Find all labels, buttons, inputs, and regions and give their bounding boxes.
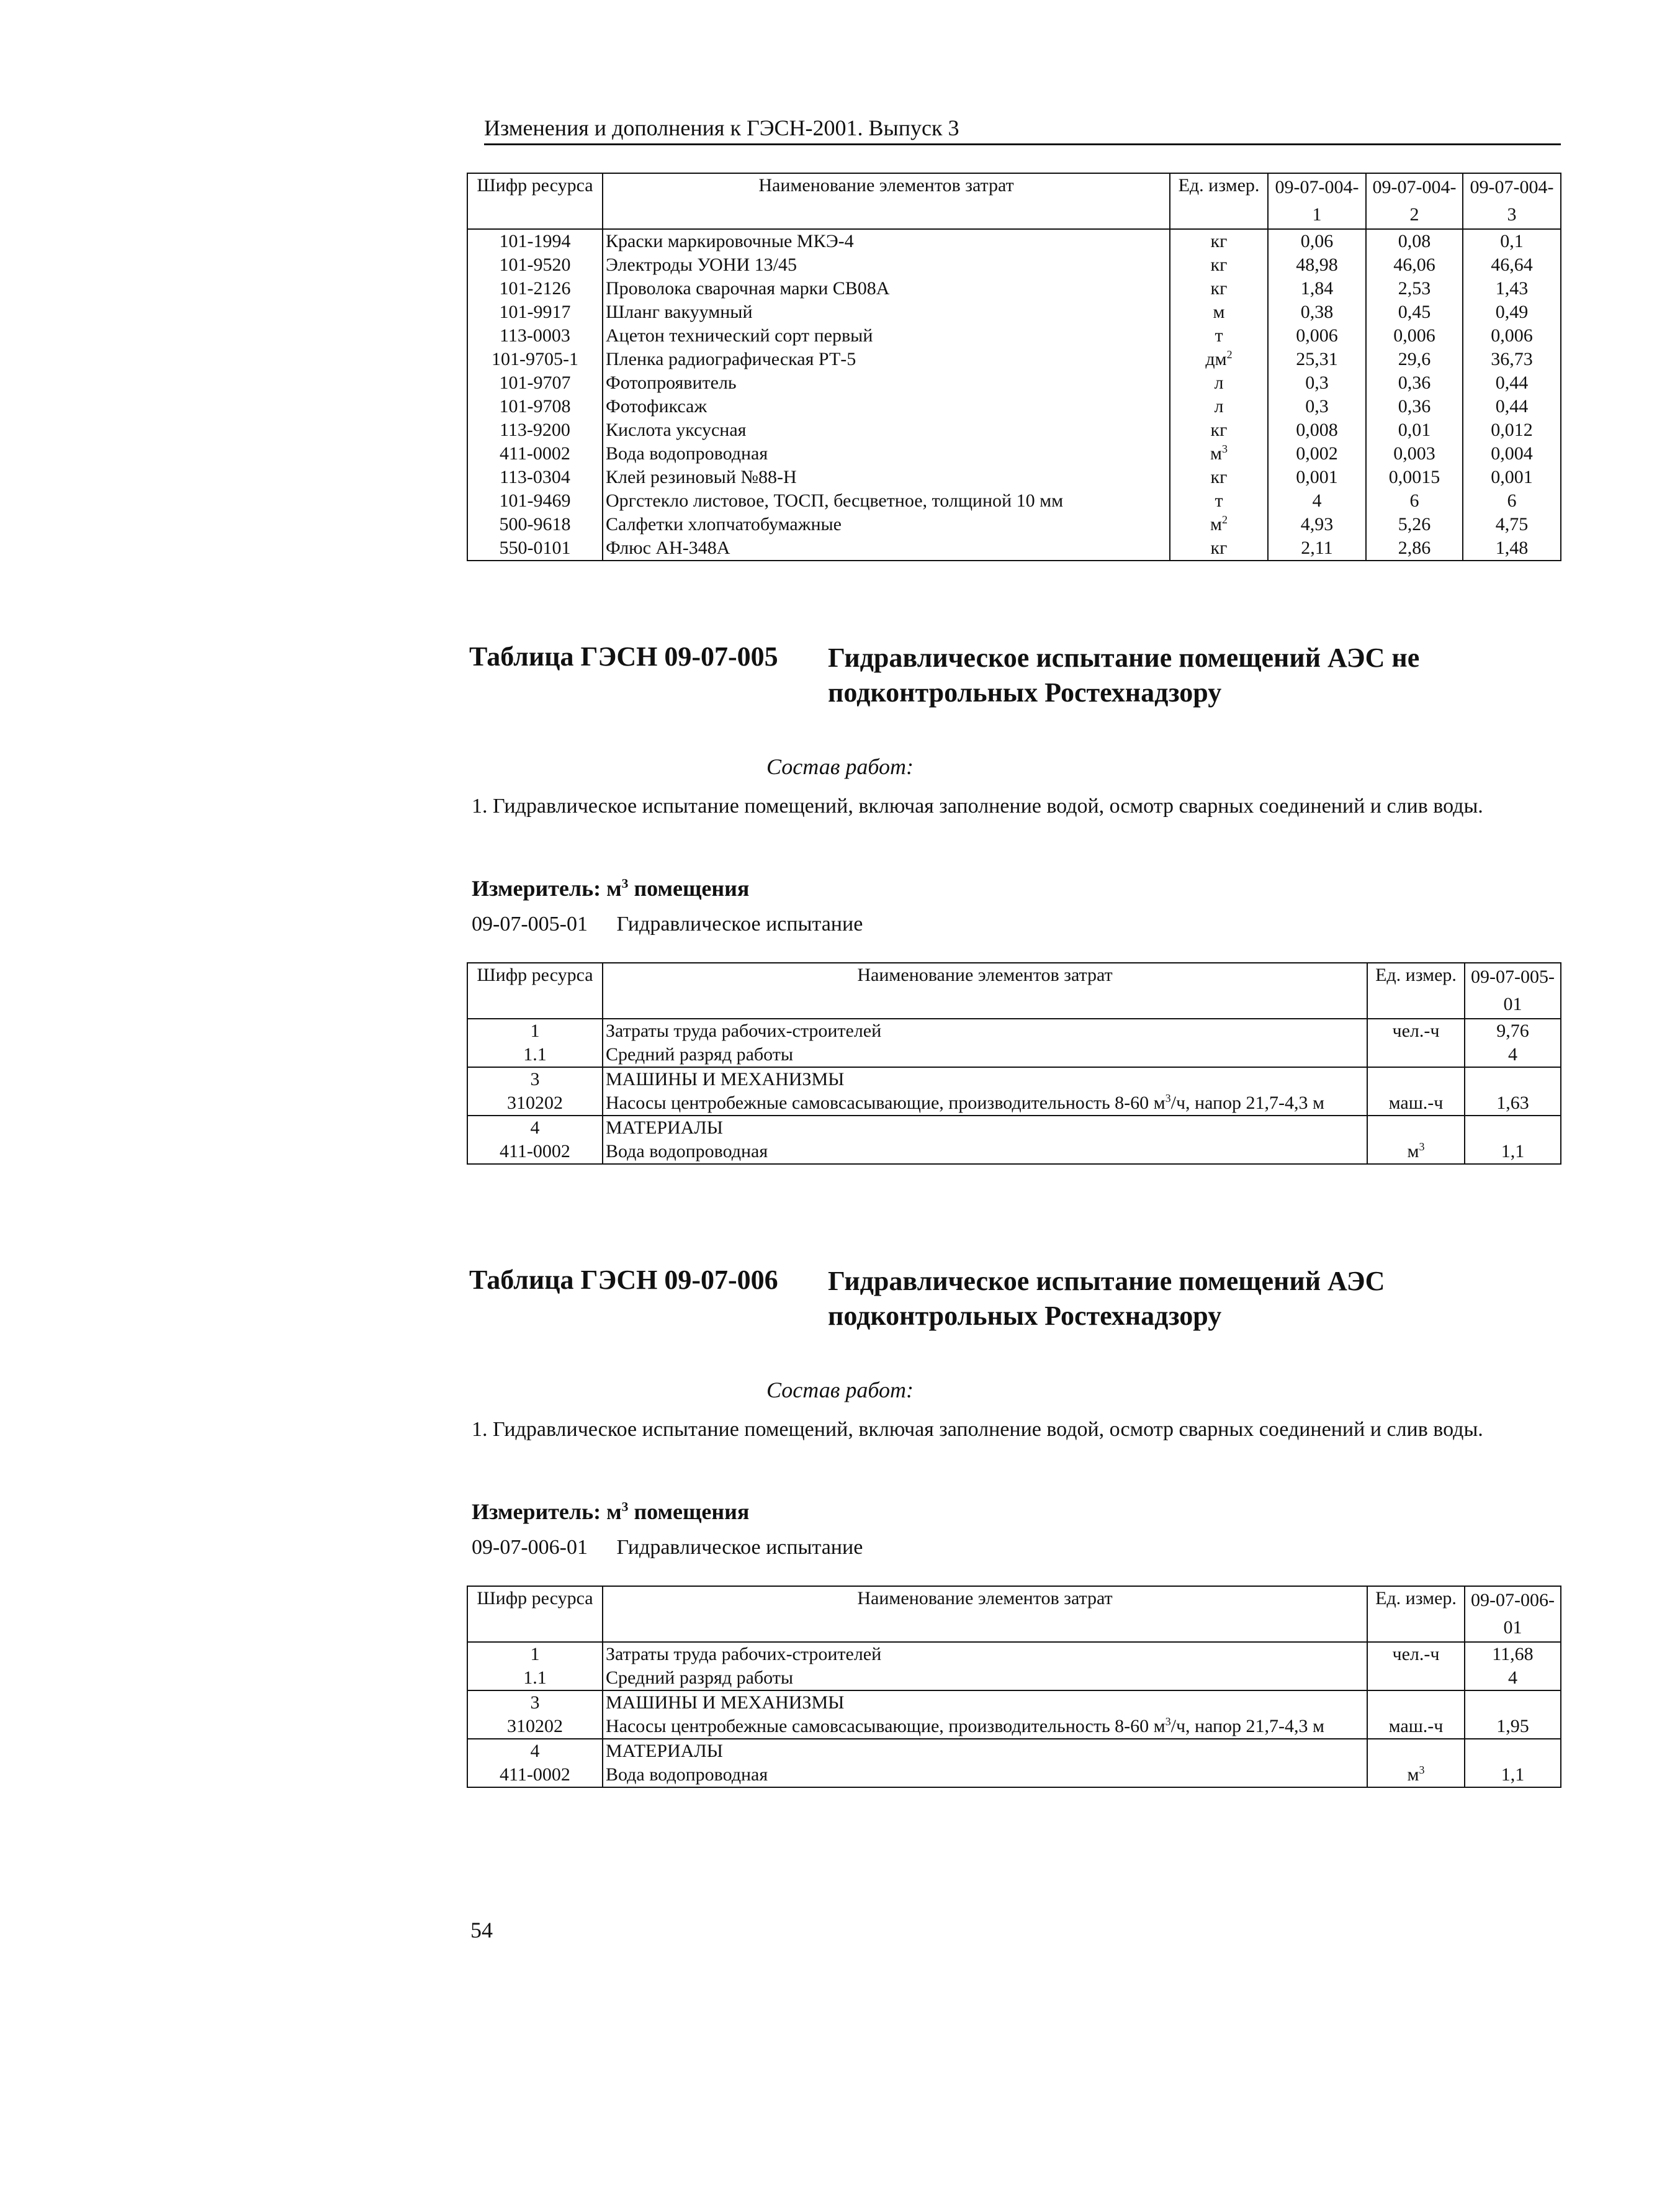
table-row: 310202 Насосы центробежные самовсасывающие, производительность 8-60 $м^3/ч$, напор 21,7-4,3 м маш.-ч 1,95 [467,1715,1561,1739]
cell-value-1: 0,06 [1268,229,1366,253]
table-row [467,348,1561,371]
composition-text: 1. Гидравлическое испытание помещений, включая заполнение водой, осмотр сварных соединений и слив воды. [472,795,1483,818]
page-number: 54 [470,1918,493,1942]
cell-code: 101-9707 [467,371,603,395]
cell-code: 550-0101 [467,536,603,561]
table-row [467,371,1561,395]
resource-table-09-07-004 [467,173,1561,561]
cell-value-2: 0,01 [1366,418,1463,442]
cell-name: Краски маркировочные МКЭ-4 [603,229,1170,253]
cell-name: Фотопроявитель [603,371,1170,395]
cell-value-2: 0,003 [1366,442,1463,466]
cell-code: 101-9708 [467,395,603,418]
cell-value-1: 1,84 [1268,277,1366,300]
header-norm-1: 09-07-006-01 [1465,1586,1561,1642]
norm-name: Гидравлическое испытание [616,913,863,936]
cell-unit: кг [1170,277,1268,300]
cell-value-2: 0,36 [1366,371,1463,395]
cell-value-2: 0,08 [1366,229,1463,253]
table-row: 1 Затраты труда рабочих-строителей чел.-ч 9,76 [467,1019,1561,1043]
cell-unit: л [1170,371,1268,395]
section-title-09-07-006 [828,1264,1385,1333]
header-norm-1: 09-07-004-1 [1268,173,1366,229]
norm-code: 09-07-006-01 [472,1536,588,1559]
cell-code: 113-9200 [467,418,603,442]
cell-value-2: 0,36 [1366,395,1463,418]
cell-value-3: 1,43 [1463,277,1561,300]
cell-value-3: 0,49 [1463,300,1561,324]
cell-code: 113-0003 [467,324,603,348]
cell-name: Проволока сварочная марки СВ08А [603,277,1170,300]
table-row-group-heading: 4 МАТЕРИАЛЫ [467,1739,1561,1763]
section-title-line-1: Гидравлическое испытание помещений АЭС [828,1266,1385,1296]
table-row-group-heading: 3 МАШИНЫ И МЕХАНИЗМЫ [467,1690,1561,1715]
cell-unit: т [1170,324,1268,348]
cell-value-3: 0,004 [1463,442,1561,466]
header-norm-3: 09-07-004-3 [1463,173,1561,229]
table-row: 1.1 Средний разряд работы 4 [467,1043,1561,1067]
header-name: Наименование элементов затрат [603,1586,1367,1642]
cell-unit: $дм^2$ [1170,348,1268,371]
cell-code: 101-9705-1 [467,348,603,371]
cell-value-3: 0,006 [1463,324,1561,348]
composition-heading: Состав работ: [766,754,914,779]
header-norm-1: 09-07-005-01 [1465,963,1561,1019]
header-name: Наименование элементов затрат [603,173,1170,229]
cell-unit: $м^3$ [1170,442,1268,466]
table-row [467,442,1561,466]
section-title-line-1: Гидравлическое испытание помещений АЭС не [828,643,1420,673]
cell-unit: кг [1170,418,1268,442]
cell-value-3: 0,44 [1463,371,1561,395]
cell-value-1: 2,11 [1268,536,1366,561]
cell-code: 101-2126 [467,277,603,300]
table-code-09-07-006: Таблица ГЭСН 09-07-006 [469,1265,778,1295]
cell-value-1: 0,008 [1268,418,1366,442]
cell-value-2: 0,0015 [1366,466,1463,489]
cell-name: Клей резиновый №88-Н [603,466,1170,489]
section-title-09-07-005 [828,641,1419,710]
cell-value-2: 2,86 [1366,536,1463,561]
header-unit: Ед. измер. [1367,1586,1465,1642]
cell-name: Пленка радиографическая РТ-5 [603,348,1170,371]
meter-label: Измеритель: [472,1499,601,1524]
meter-unit: $м^3$ помещения [606,876,750,901]
norm-line [472,913,863,936]
composition-text: 1. Гидравлическое испытание помещений, включая заполнение водой, осмотр сварных соединений и слив воды. [472,1418,1483,1441]
cell-code: 101-1994 [467,229,603,253]
table-row [467,277,1561,300]
cell-code: 411-0002 [467,442,603,466]
cell-unit: л [1170,395,1268,418]
cell-name: Ацетон технический сорт первый [603,324,1170,348]
cell-unit: кг [1170,536,1268,561]
meter-label: Измеритель: [472,876,601,901]
cell-code: 101-9520 [467,253,603,277]
cell-value-2: 2,53 [1366,277,1463,300]
cell-value-2: 29,6 [1366,348,1463,371]
meter-line [472,1499,749,1525]
table-row [467,536,1561,561]
cell-value-1: 0,002 [1268,442,1366,466]
cell-name: Шланг вакуумный [603,300,1170,324]
section-title-line-2: подконтрольных Ростехнадзору [828,677,1222,708]
table-row: 411-0002 Вода водопроводная $м^3$ 1,1 [467,1763,1561,1787]
header-code: Шифр ресурса [467,963,603,1019]
norm-code: 09-07-005-01 [472,913,588,936]
cell-value-2: 5,26 [1366,513,1463,536]
table-row: 1.1 Средний разряд работы 4 [467,1666,1561,1690]
header-name: Наименование элементов затрат [603,963,1367,1019]
header-code: Шифр ресурса [467,1586,603,1642]
cell-value-3: 0,001 [1463,466,1561,489]
cell-name: Флюс АН-348А [603,536,1170,561]
cell-unit: кг [1170,229,1268,253]
cell-value-1: 0,3 [1268,395,1366,418]
table-header-row [467,1586,1561,1642]
table-row [467,324,1561,348]
cell-value-1: 0,3 [1268,371,1366,395]
table-row [467,300,1561,324]
cell-value-1: 4 [1268,489,1366,513]
table-row [467,253,1561,277]
cell-value-3: 0,1 [1463,229,1561,253]
section-title-line-2: подконтрольных Ростехнадзору [828,1301,1222,1331]
meter-unit: $м^3$ помещения [606,1499,750,1524]
header-norm-2: 09-07-004-2 [1366,173,1463,229]
cell-value-2: 0,45 [1366,300,1463,324]
cell-unit: $м^2$ [1170,513,1268,536]
cell-code: 113-0304 [467,466,603,489]
table-row [467,229,1561,253]
cell-name: Вода водопроводная [603,442,1170,466]
composition-heading: Состав работ: [766,1378,914,1402]
cell-unit: кг [1170,466,1268,489]
resource-table-09-07-005 [467,962,1561,1165]
table-row: 1 Затраты труда рабочих-строителей чел.-ч 11,68 [467,1642,1561,1666]
cell-unit: м [1170,300,1268,324]
cell-value-3: 4,75 [1463,513,1561,536]
cell-value-1: 0,001 [1268,466,1366,489]
table-row [467,418,1561,442]
table-row: 310202 Насосы центробежные самовсасывающие, производительность 8-60 $м^3/ч$, напор 21,7-4,3 м маш.-ч 1,63 [467,1091,1561,1116]
cell-code: 101-9917 [467,300,603,324]
meter-line [472,875,749,901]
cell-name: Фотофиксаж [603,395,1170,418]
cell-value-2: 6 [1366,489,1463,513]
cell-value-2: 0,006 [1366,324,1463,348]
cell-value-3: 0,44 [1463,395,1561,418]
cell-value-1: 48,98 [1268,253,1366,277]
header-unit: Ед. измер. [1367,963,1465,1019]
cell-value-3: 1,48 [1463,536,1561,561]
table-header-row [467,173,1561,229]
norm-line [472,1536,863,1559]
norm-name: Гидравлическое испытание [616,1536,863,1559]
table-row [467,466,1561,489]
cell-value-3: 6 [1463,489,1561,513]
table-row-group-heading: 4 МАТЕРИАЛЫ [467,1116,1561,1140]
header-unit: Ед. измер. [1170,173,1268,229]
table-row-group-heading: 3 МАШИНЫ И МЕХАНИЗМЫ [467,1067,1561,1091]
table-header-row [467,963,1561,1019]
cell-value-1: 0,006 [1268,324,1366,348]
table-row: 411-0002 Вода водопроводная $м^3$ 1,1 [467,1140,1561,1164]
running-header: Изменения и дополнения к ГЭСН-2001. Выпуск 3 [484,115,1561,145]
cell-value-3: 0,012 [1463,418,1561,442]
table-row [467,513,1561,536]
cell-name: Оргстекло листовое, ТОСП, бесцветное, толщиной 10 мм [603,489,1170,513]
cell-unit: кг [1170,253,1268,277]
cell-value-2: 46,06 [1366,253,1463,277]
cell-name: Кислота уксусная [603,418,1170,442]
cell-name: Электроды УОНИ 13/45 [603,253,1170,277]
cell-value-1: 4,93 [1268,513,1366,536]
resource-table-09-07-006 [467,1586,1561,1788]
cell-unit: т [1170,489,1268,513]
cell-name: Салфетки хлопчатобумажные [603,513,1170,536]
cell-code: 500-9618 [467,513,603,536]
cell-value-1: 25,31 [1268,348,1366,371]
cell-code: 101-9469 [467,489,603,513]
cell-value-3: 46,64 [1463,253,1561,277]
table-row [467,395,1561,418]
cell-value-3: 36,73 [1463,348,1561,371]
cell-value-1: 0,38 [1268,300,1366,324]
table-code-09-07-005: Таблица ГЭСН 09-07-005 [469,641,778,672]
table-row [467,489,1561,513]
header-code: Шифр ресурса [467,173,603,229]
